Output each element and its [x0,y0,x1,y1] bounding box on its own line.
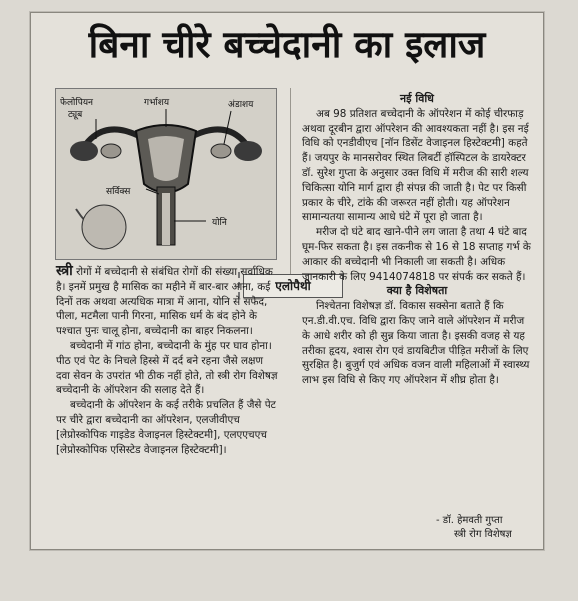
article-headline: बिना चीरे बच्चेदानी का इलाज [88,23,486,66]
right-paragraph-2: मरीज दो घंटे बाद खाने-पीने लग जाता है तथा 4 घंटे बाद घूम-फिर सकता है। इस तकनीक से 16 से 18 सप्ताह गर्भ के आकार की बच्चेदानी भी निकाली जा सकती है। अधिक जानकारी के लिए 9414074818 पर संपर्क कर सकते हैं। [302,226,531,283]
label-cervix: सर्विक्स [106,187,131,197]
label-ovary: अंडाशय [228,100,254,110]
section-tag-allopathy: एलोपैथी [243,274,343,298]
left-column [56,264,278,457]
author-role: स्त्री रोग विशेषज्ञ [454,529,512,540]
label-uterus: गर्भाशय [144,98,170,108]
heading-new-method: नई विधि [400,92,434,105]
right-paragraph-3: निश्चेतना विशेषज्ञ डॉ. विकास सक्सेना बताते हैं कि एन.डी.वी.एच. विधि द्वारा किए जाने वाले ऑपरेशन में मरीज के आधे शरीर को ही सुन्न किया जाता है। इसकी वजह से यह तरीका हृदय, श्वास रोग एवं डायबिटीज पीड़ित मरीजों के लिए सुरक्षित है। बुजुर्ग एवं अधिक वजन वाली महिलाओं में स्वास्थ्य लाभ इस विधि से किए गए ऑपरेशन में शीघ्र होता है। [302,300,530,387]
left-paragraph-3: बच्चेदानी के ऑपरेशन के कई तरीके प्रचलित हैं जैसे पेट पर चीरे द्वारा बच्चेदानी का ऑपरेशन, एलजीवीएच [लेप्रोस्कोपिक गाइडेड वेजाइनल हिस्टेक्टमी], एलएएचएच [लेप्रोस्कोपिक एसिस्टेड वेजाइनल हिस्टेक्टमी]। [56,399,276,456]
heading-speciality: क्या है विशेषता [386,284,448,298]
label-fallopian: फेलोपियन [60,98,94,108]
label-tube: ट्यूब [68,110,83,120]
left-paragraph-2: बच्चेदानी में गांठ होना, बच्चेदानी के मुंह पर घाव होना। पीठ एवं पेट के निचले हिस्से में दर्द बने रहना जैसे लक्षण दवा सेवन के उपरांत भी ठीक नहीं होते, तो स्त्री रोग विशेषज्ञ बच्चेदानी के ऑपरेशन की सलाह देते हैं। [56,339,278,397]
lead-word: स्त्री [56,263,73,279]
uterus-anatomy-figure [55,88,277,260]
left-p1-text: रोगों में बच्चेदानी से संबंधित रोगों की संख्या सर्वाधिक है। इनमें प्रमुख है मासिक का महीने में बार-बार आना, कई दिनों तक अथवा अत्यधिक मात्रा में आना, योनि से सफेद, पीला, मटमैला पानी गिरना, मासिक धर्म के बंद होने के पश्चात पुनः चालू होना, बच्चेदानी का बाहर निकलना। [56,266,273,338]
right-column [302,92,532,388]
author-name: - डॉ. हेमवती गुप्ता [436,515,503,526]
right-paragraph-1: अब 98 प्रतिशत बच्चेदानी के ऑपरेशन में कोई चीरफाड़ अथवा दूरबीन द्वारा ऑपरेशन की आवश्यकता नहीं है। इस नई विधि को एनडीवीएच [नॉन डिसेंट वेजाइनल हिस्टेक्टमी] कहते हैं। जयपुर के मानसरोवर स्थित लिबर्टी हॉस्पिटल के डायरेक्टर डॉ. सुरेश गुप्ता के अनुसार उक्त विधि में मरीज की सारी शल्य चिकित्सा योनि मार्ग द्वारा ही संपन्न की जाती है। पेट पर किसी प्रकार के चीरे, टांके की जरूरत नहीं होती। यह ऑपरेशन सामान्यतया सामान्य आधे घंटे में पूरा हो जाता है। [302,107,529,224]
column-divider [290,88,291,278]
left-paragraph-1 [56,264,278,339]
label-vagina: योनि [212,218,227,228]
uterus-diagram-graphic [56,89,276,259]
